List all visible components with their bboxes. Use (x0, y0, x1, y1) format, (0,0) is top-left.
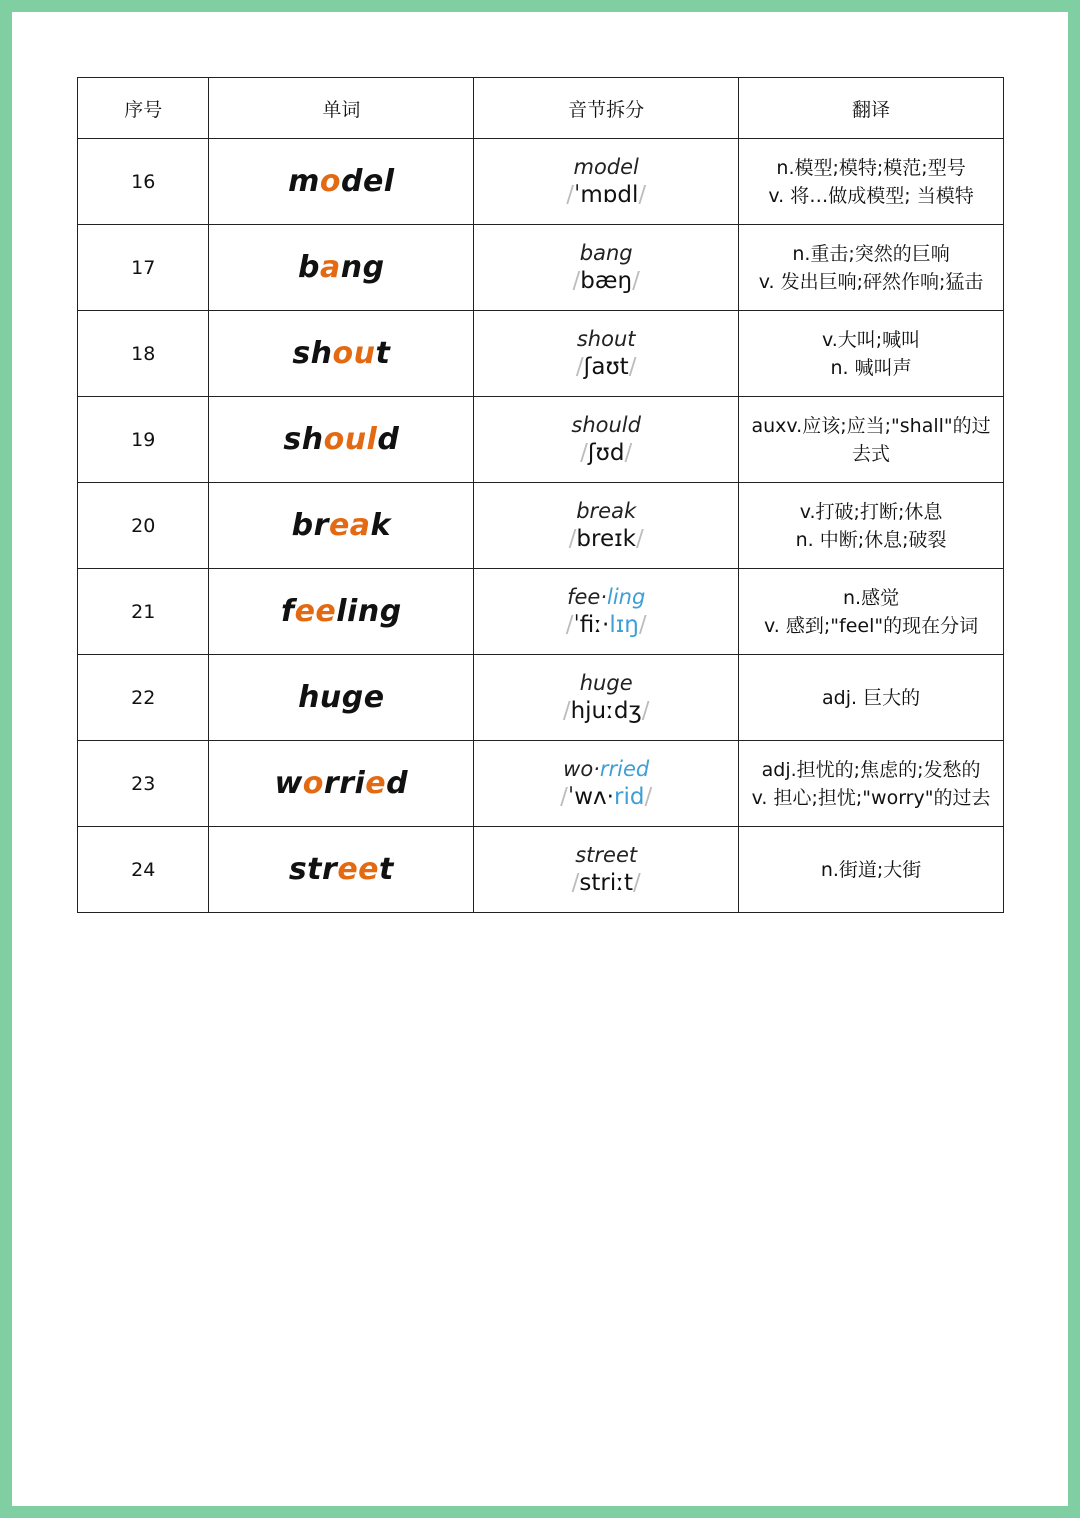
row-number: 22 (78, 655, 209, 741)
phonetic-slash: / (638, 611, 647, 638)
syllable-split (474, 584, 738, 611)
word-text (289, 852, 394, 887)
syllable-segment: · (593, 756, 600, 781)
syllable-segment: break (576, 498, 637, 523)
phonetic-transcription (474, 267, 738, 296)
word-text (281, 594, 402, 629)
phonetic-slash: / (572, 267, 581, 294)
phonetic-transcription (474, 611, 738, 640)
translation-cell (739, 741, 1004, 827)
word-highlight-segment: ee (294, 594, 337, 629)
word-text (275, 766, 409, 801)
header-word: 单词 (209, 78, 474, 139)
row-number: 23 (78, 741, 209, 827)
phonetic-slash: / (566, 181, 575, 208)
word-highlight-segment: o (302, 766, 324, 801)
translation-line: v. 将…做成模型; 当模特 (768, 184, 974, 207)
syllable-segment: model (573, 154, 639, 179)
word-segment: br (291, 508, 329, 543)
phonetic-transcription (474, 353, 738, 382)
word-text (292, 508, 391, 543)
word-segment: sh (283, 422, 324, 457)
phonetic-slash: / (644, 783, 653, 810)
row-number: 17 (78, 225, 209, 311)
word-segment: sh (292, 336, 333, 371)
word-highlight-segment: ou (332, 336, 376, 371)
translation-line: 去式 (852, 442, 891, 465)
word-text (288, 164, 395, 199)
translation-cell (739, 655, 1004, 741)
table-row (78, 225, 1004, 311)
phonetic-transcription (474, 869, 738, 898)
phonetic-transcription (474, 697, 738, 726)
row-number: 20 (78, 483, 209, 569)
word-segment: rri (323, 766, 366, 801)
translation-cell (739, 139, 1004, 225)
word-segment: d (377, 422, 400, 457)
translation-line: adj.担忧的;焦虑的;发愁的 (761, 758, 981, 781)
syllable-cell (474, 139, 739, 225)
syllable-segment: huge (579, 670, 633, 695)
word-segment: ling (336, 594, 402, 629)
table-row (78, 827, 1004, 913)
table-body (78, 139, 1004, 913)
header-translation: 翻译 (739, 78, 1004, 139)
vocabulary-table (77, 77, 1004, 913)
word-segment: ng (340, 250, 385, 285)
syllable-segment: fee (567, 584, 601, 609)
word-highlight-segment: a (320, 250, 341, 285)
phonetic-segment: ʃʊd (587, 439, 625, 466)
syllable-split (474, 670, 738, 697)
syllable-cell (474, 483, 739, 569)
word-cell (209, 741, 474, 827)
phonetic-segment: · (602, 611, 610, 638)
word-highlight-segment: e (365, 766, 387, 801)
phonetic-transcription (474, 181, 738, 210)
phonetic-slash: / (641, 697, 650, 724)
syllable-cell (474, 655, 739, 741)
syllable-segment: · (600, 584, 607, 609)
phonetic-segment: ˈmɒdl (574, 181, 639, 208)
word-segment: b (298, 250, 321, 285)
syllable-segment: street (575, 842, 638, 867)
translation-line: v.大叫;喊叫 (821, 328, 921, 351)
header-syllables: 音节拆分 (474, 78, 739, 139)
row-number: 16 (78, 139, 209, 225)
word-cell (209, 225, 474, 311)
phonetic-slash: / (635, 525, 644, 552)
phonetic-slash: / (571, 869, 580, 896)
syllable-segment: shout (576, 326, 636, 351)
translation-cell (739, 311, 1004, 397)
syllable-segment: rried (599, 756, 650, 781)
table-row (78, 139, 1004, 225)
translation-cell (739, 397, 1004, 483)
translation-line: n.模型;模特;模范;型号 (776, 156, 966, 179)
syllable-cell (474, 827, 739, 913)
word-segment: str (288, 852, 338, 887)
syllable-cell (474, 397, 739, 483)
table-row (78, 397, 1004, 483)
table-row (78, 655, 1004, 741)
syllable-segment: wo (563, 756, 594, 781)
translation-line: n.重击;突然的巨响 (792, 242, 950, 265)
phonetic-transcription (474, 439, 738, 468)
word-segment: f (281, 594, 295, 629)
syllable-segment: bang (579, 240, 633, 265)
syllable-segment: ling (606, 584, 646, 609)
phonetic-slash: / (638, 181, 647, 208)
syllable-cell (474, 741, 739, 827)
word-segment: huge (298, 680, 385, 715)
row-number: 19 (78, 397, 209, 483)
translation-cell (739, 225, 1004, 311)
word-highlight-segment: ea (328, 508, 371, 543)
phonetic-slash: / (624, 439, 633, 466)
translation-cell (739, 483, 1004, 569)
word-highlight-segment: ee (337, 852, 380, 887)
phonetic-slash: / (565, 611, 574, 638)
syllable-split (474, 240, 738, 267)
syllable-split (474, 498, 738, 525)
table-row (78, 483, 1004, 569)
phonetic-segment: ˈwʌ (567, 783, 607, 810)
translation-line: auxv.应该;应当;"shall"的过 (751, 414, 991, 437)
phonetic-slash: / (562, 697, 571, 724)
phonetic-slash: / (580, 439, 588, 466)
translation-line: v.打破;打断;休息 (799, 500, 943, 523)
translation-line: n.街道;大街 (820, 858, 922, 881)
translation-line: v. 感到;"feel"的现在分词 (764, 614, 979, 637)
phonetic-segment: hjuːdʒ (570, 697, 642, 724)
phonetic-slash: / (628, 353, 637, 380)
phonetic-slash: / (632, 267, 640, 294)
syllable-split (474, 842, 738, 869)
word-segment: del (340, 164, 395, 199)
row-number: 24 (78, 827, 209, 913)
translation-line: adj. 巨大的 (822, 686, 921, 709)
syllable-cell (474, 225, 739, 311)
translation-line: n.感觉 (843, 586, 900, 609)
word-segment: k (370, 508, 391, 543)
word-cell (209, 397, 474, 483)
word-cell (209, 483, 474, 569)
table-row (78, 741, 1004, 827)
syllable-cell (474, 569, 739, 655)
phonetic-slash: / (575, 353, 584, 380)
phonetic-transcription (474, 525, 738, 554)
word-highlight-segment: o (319, 164, 341, 199)
phonetic-segment: breɪk (576, 525, 636, 552)
word-cell (209, 139, 474, 225)
translation-cell (739, 569, 1004, 655)
phonetic-segment: rid (613, 783, 645, 810)
phonetic-segment: striːt (579, 869, 633, 896)
phonetic-slash: / (560, 783, 568, 810)
word-segment: w (274, 766, 303, 801)
worksheet-page (12, 12, 1068, 1506)
syllable-split (474, 154, 738, 181)
phonetic-segment: lɪŋ (609, 611, 639, 638)
phonetic-slash: / (568, 525, 577, 552)
word-text (298, 250, 385, 285)
row-number: 21 (78, 569, 209, 655)
translation-line: v. 发出巨响;砰然作响;猛击 (758, 270, 984, 293)
syllable-split (474, 412, 738, 439)
syllable-split (474, 326, 738, 353)
syllable-split (474, 756, 738, 783)
word-cell (209, 569, 474, 655)
phonetic-segment: ˈfiː (573, 611, 603, 638)
row-number: 18 (78, 311, 209, 397)
word-segment: d (386, 766, 409, 801)
word-cell (209, 827, 474, 913)
phonetic-slash: / (633, 869, 641, 896)
phonetic-segment: · (606, 783, 614, 810)
syllable-segment: should (571, 412, 641, 437)
phonetic-segment: bæŋ (580, 267, 633, 294)
word-cell (209, 311, 474, 397)
translation-cell (739, 827, 1004, 913)
word-text (283, 422, 399, 457)
syllable-cell (474, 311, 739, 397)
phonetic-transcription (474, 783, 738, 812)
word-text (292, 336, 390, 371)
word-highlight-segment: oul (323, 422, 378, 457)
table-row (78, 569, 1004, 655)
translation-line: n. 中断;休息;破裂 (795, 528, 947, 551)
translation-line: v. 担心;担忧;"worry"的过去 (751, 786, 991, 809)
translation-line: n. 喊叫声 (830, 356, 912, 379)
table-header-row (78, 78, 1004, 139)
table-row (78, 311, 1004, 397)
header-number: 序号 (78, 78, 209, 139)
word-segment: t (375, 336, 391, 371)
word-segment: t (379, 852, 394, 887)
word-cell (209, 655, 474, 741)
phonetic-segment: ʃaʊt (583, 353, 629, 380)
word-text (298, 680, 385, 715)
word-segment: m (288, 164, 320, 199)
